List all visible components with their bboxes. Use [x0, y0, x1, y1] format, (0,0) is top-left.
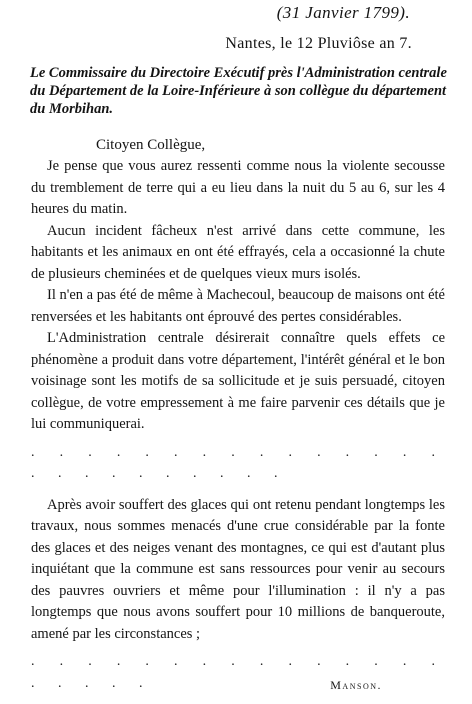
place-date-line: Nantes, le 12 Pluviôse an 7. [225, 35, 412, 52]
paragraph-request: L'Administration centrale désirerait connaître quels effets ce phénomène a produit dans votre département, l'intérêt général et le bon voisinage sont les motifs de sa sollicitude et je suis persuadé, citoyen collègue, de votre empressement à me faire parvenir ces détails que je lui communiquerai. [31, 330, 445, 432]
paragraph-local-damage: Aucun incident fâcheux n'est arrivé dans cette commune, les habitants et les animaux en ont été effrayés, cela a occasionné la chute de plusieurs cheminées et de quelques vieux murs isolés. [31, 222, 445, 282]
letter-body [31, 156, 445, 704]
trailing-ellipsis: . . . . . . . . . . . . . . . . . . . . [31, 654, 445, 691]
paragraph-floods: Après avoir souffert des glaces qui ont retenu pendant longtemps les travaux, nous sommes menacés d'une crue considérable par la fonte des glaces et des neiges venant des montagnes, ce qui est d'autant plus inquiétant que la commune est sans ressources pour venir au secours des pauvres ouvriers et même pour l'illumination : il n'y a pas longtemps que nous avons souffert pour 10 millions de banqueroute, amené par les circonstances ; [31, 496, 445, 642]
signature: Manson. [330, 678, 382, 692]
salutation: Citoyen Collègue, [96, 137, 206, 153]
date-line: (31 Janvier 1799). [276, 3, 410, 22]
ellipsis-separator: . . . . . . . . . . . . . . . . . . . . . . . . . [31, 444, 445, 481]
paragraph-earthquake: Je pense que vous aurez ressenti comme nous la violente secousse du tremblement de terre qui a eu lieu dans la nuit du 5 au 6, sur les 4 heures du matin. [31, 158, 445, 217]
paragraph-machecoul: Il n'en a pas été de même à Machecoul, beaucoup de maisons ont été renversées et les habitants ont éprouvé des pertes considérables. [31, 287, 445, 325]
letter-heading: Le Commissaire du Directoire Exécutif près l'Administration centrale du Département de la Loire-Inférieure à son collègue du département du Morbihan. [30, 65, 447, 117]
